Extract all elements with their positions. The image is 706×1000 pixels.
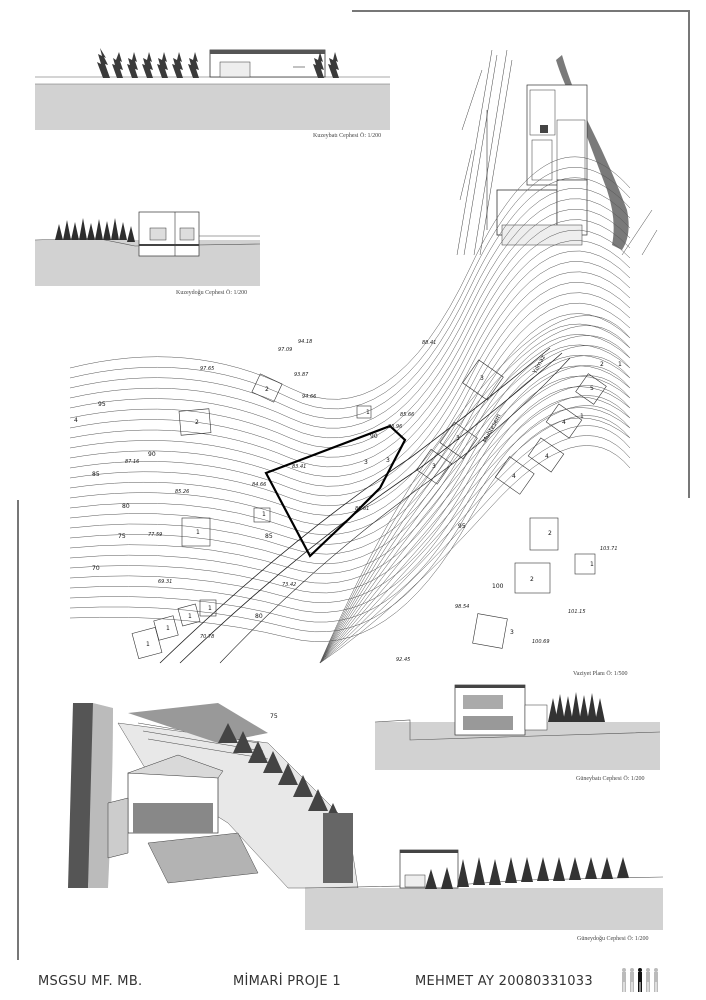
people-figures-icon [620, 966, 662, 994]
building-floor-count: 3 [432, 463, 436, 470]
sw-elevation-caption: Güneybatı Cephesi Ö: 1/200 [576, 776, 645, 782]
nw-elevation-caption: Kuzeybatı Cephesi Ö: 1/200 [313, 133, 382, 139]
contour-label: 85 [265, 533, 273, 540]
building-floor-count: 1 [590, 561, 594, 568]
spot-height-label: 69.31 [158, 579, 173, 585]
spot-height-label: 97.09 [278, 347, 293, 353]
contour-label: 95 [458, 523, 466, 530]
spot-height-label: 92.45 [396, 657, 411, 663]
contour-label: 70 [92, 565, 100, 572]
spot-height-label: 101.15 [568, 609, 586, 615]
spot-height-label: 100.69 [532, 639, 550, 645]
building-floor-count: 2 [530, 576, 534, 583]
contour-label: 100 [492, 583, 504, 590]
spot-height-label: 94.66 [302, 394, 317, 400]
contour-label: 75 [270, 713, 278, 720]
street-label: Muhtesem [481, 412, 503, 444]
spot-height-label: 70.78 [200, 634, 215, 640]
contour-line [320, 416, 630, 664]
contour-label: 90 [148, 451, 156, 458]
frame-top-line [352, 10, 690, 12]
spot-height-label: 85.66 [400, 412, 415, 418]
building-floor-count: 1 [146, 641, 150, 648]
building-floor-count: 4 [512, 473, 516, 480]
building-floor-count: 1 [188, 613, 192, 620]
spot-height-label: 83.96 [388, 424, 403, 430]
building-floor-count: 3 [386, 457, 390, 464]
building-floor-count: 3 [364, 459, 368, 466]
se-elevation-caption: Güneydoğu Cephesi Ö: 1/200 [577, 936, 649, 942]
contour-line [70, 376, 630, 603]
spot-height-label: 80.61 [355, 506, 370, 512]
building-floor-count: 3 [456, 435, 460, 442]
spot-height-label: 85.26 [175, 489, 190, 495]
contour-label: 80 [255, 613, 263, 620]
street-label-2: Yılmaz [531, 354, 548, 375]
building-floor-count: 5 [590, 385, 594, 392]
spot-height-label: 103.71 [600, 546, 618, 552]
school-label: MSGSU MF. MB. [38, 974, 143, 989]
contour-line [70, 366, 630, 593]
building-floor-count: 1 [262, 511, 266, 518]
building-floor-count: 3 [510, 629, 514, 636]
ne-elevation-caption: Kuzeydoğu Cephesi Ö: 1/200 [176, 290, 248, 296]
site-plan-caption: Vaziyet Planı Ö: 1/500 [573, 671, 628, 677]
frame-right-line [688, 10, 690, 498]
contour-label: 75 [118, 533, 126, 540]
spot-height-label: 98.54 [455, 604, 470, 610]
contour-line [70, 355, 630, 583]
spot-height-label: 73.42 [282, 582, 297, 588]
contour-label: 80 [122, 503, 130, 510]
spot-height-label: 87.16 [125, 459, 140, 465]
building-floor-count: 2 [265, 386, 269, 393]
contour-line [320, 406, 630, 664]
building-floor-count: 1 [366, 409, 370, 416]
southwest-elevation-drawing [375, 680, 660, 770]
contour-label: 95 [98, 401, 106, 408]
contour-label: 85 [92, 471, 100, 478]
student-label: MEHMET AY 20080331033 [415, 974, 593, 989]
spot-height-label: 77.59 [148, 532, 163, 538]
southeast-elevation-drawing [305, 845, 663, 930]
building-floor-count: 1 [196, 529, 200, 536]
contour-label: 90 [370, 433, 378, 440]
northwest-elevation-drawing [35, 40, 390, 130]
building-floor-count: 1 [580, 413, 584, 420]
building-floor-count: 4 [74, 417, 78, 424]
building-floor-count: 4 [562, 419, 566, 426]
building-floor-count: 3 [480, 375, 484, 382]
spot-height-label: 97.65 [200, 366, 215, 372]
contour-line [70, 387, 630, 613]
building-floor-count: 2 [548, 530, 552, 537]
spot-height-label: 93.87 [294, 372, 309, 378]
frame-left-line [17, 500, 19, 960]
building-floor-count: 2 [600, 361, 604, 368]
building-floor-count: 1 [618, 361, 622, 368]
contour-line [70, 397, 630, 622]
spot-height-label: 84.66 [252, 482, 267, 488]
building-floor-count: 4 [545, 453, 549, 460]
northeast-elevation-drawing [35, 208, 260, 286]
spot-height-label: 83.41 [292, 464, 307, 470]
course-label: MİMARİ PROJE 1 [233, 974, 341, 989]
building-floor-count: 1 [208, 605, 212, 612]
building-floor-count: 2 [195, 419, 199, 426]
building-floor-count: 1 [166, 625, 170, 632]
spot-height-label: 88.41 [422, 340, 437, 346]
spot-height-label: 94.18 [298, 339, 313, 345]
